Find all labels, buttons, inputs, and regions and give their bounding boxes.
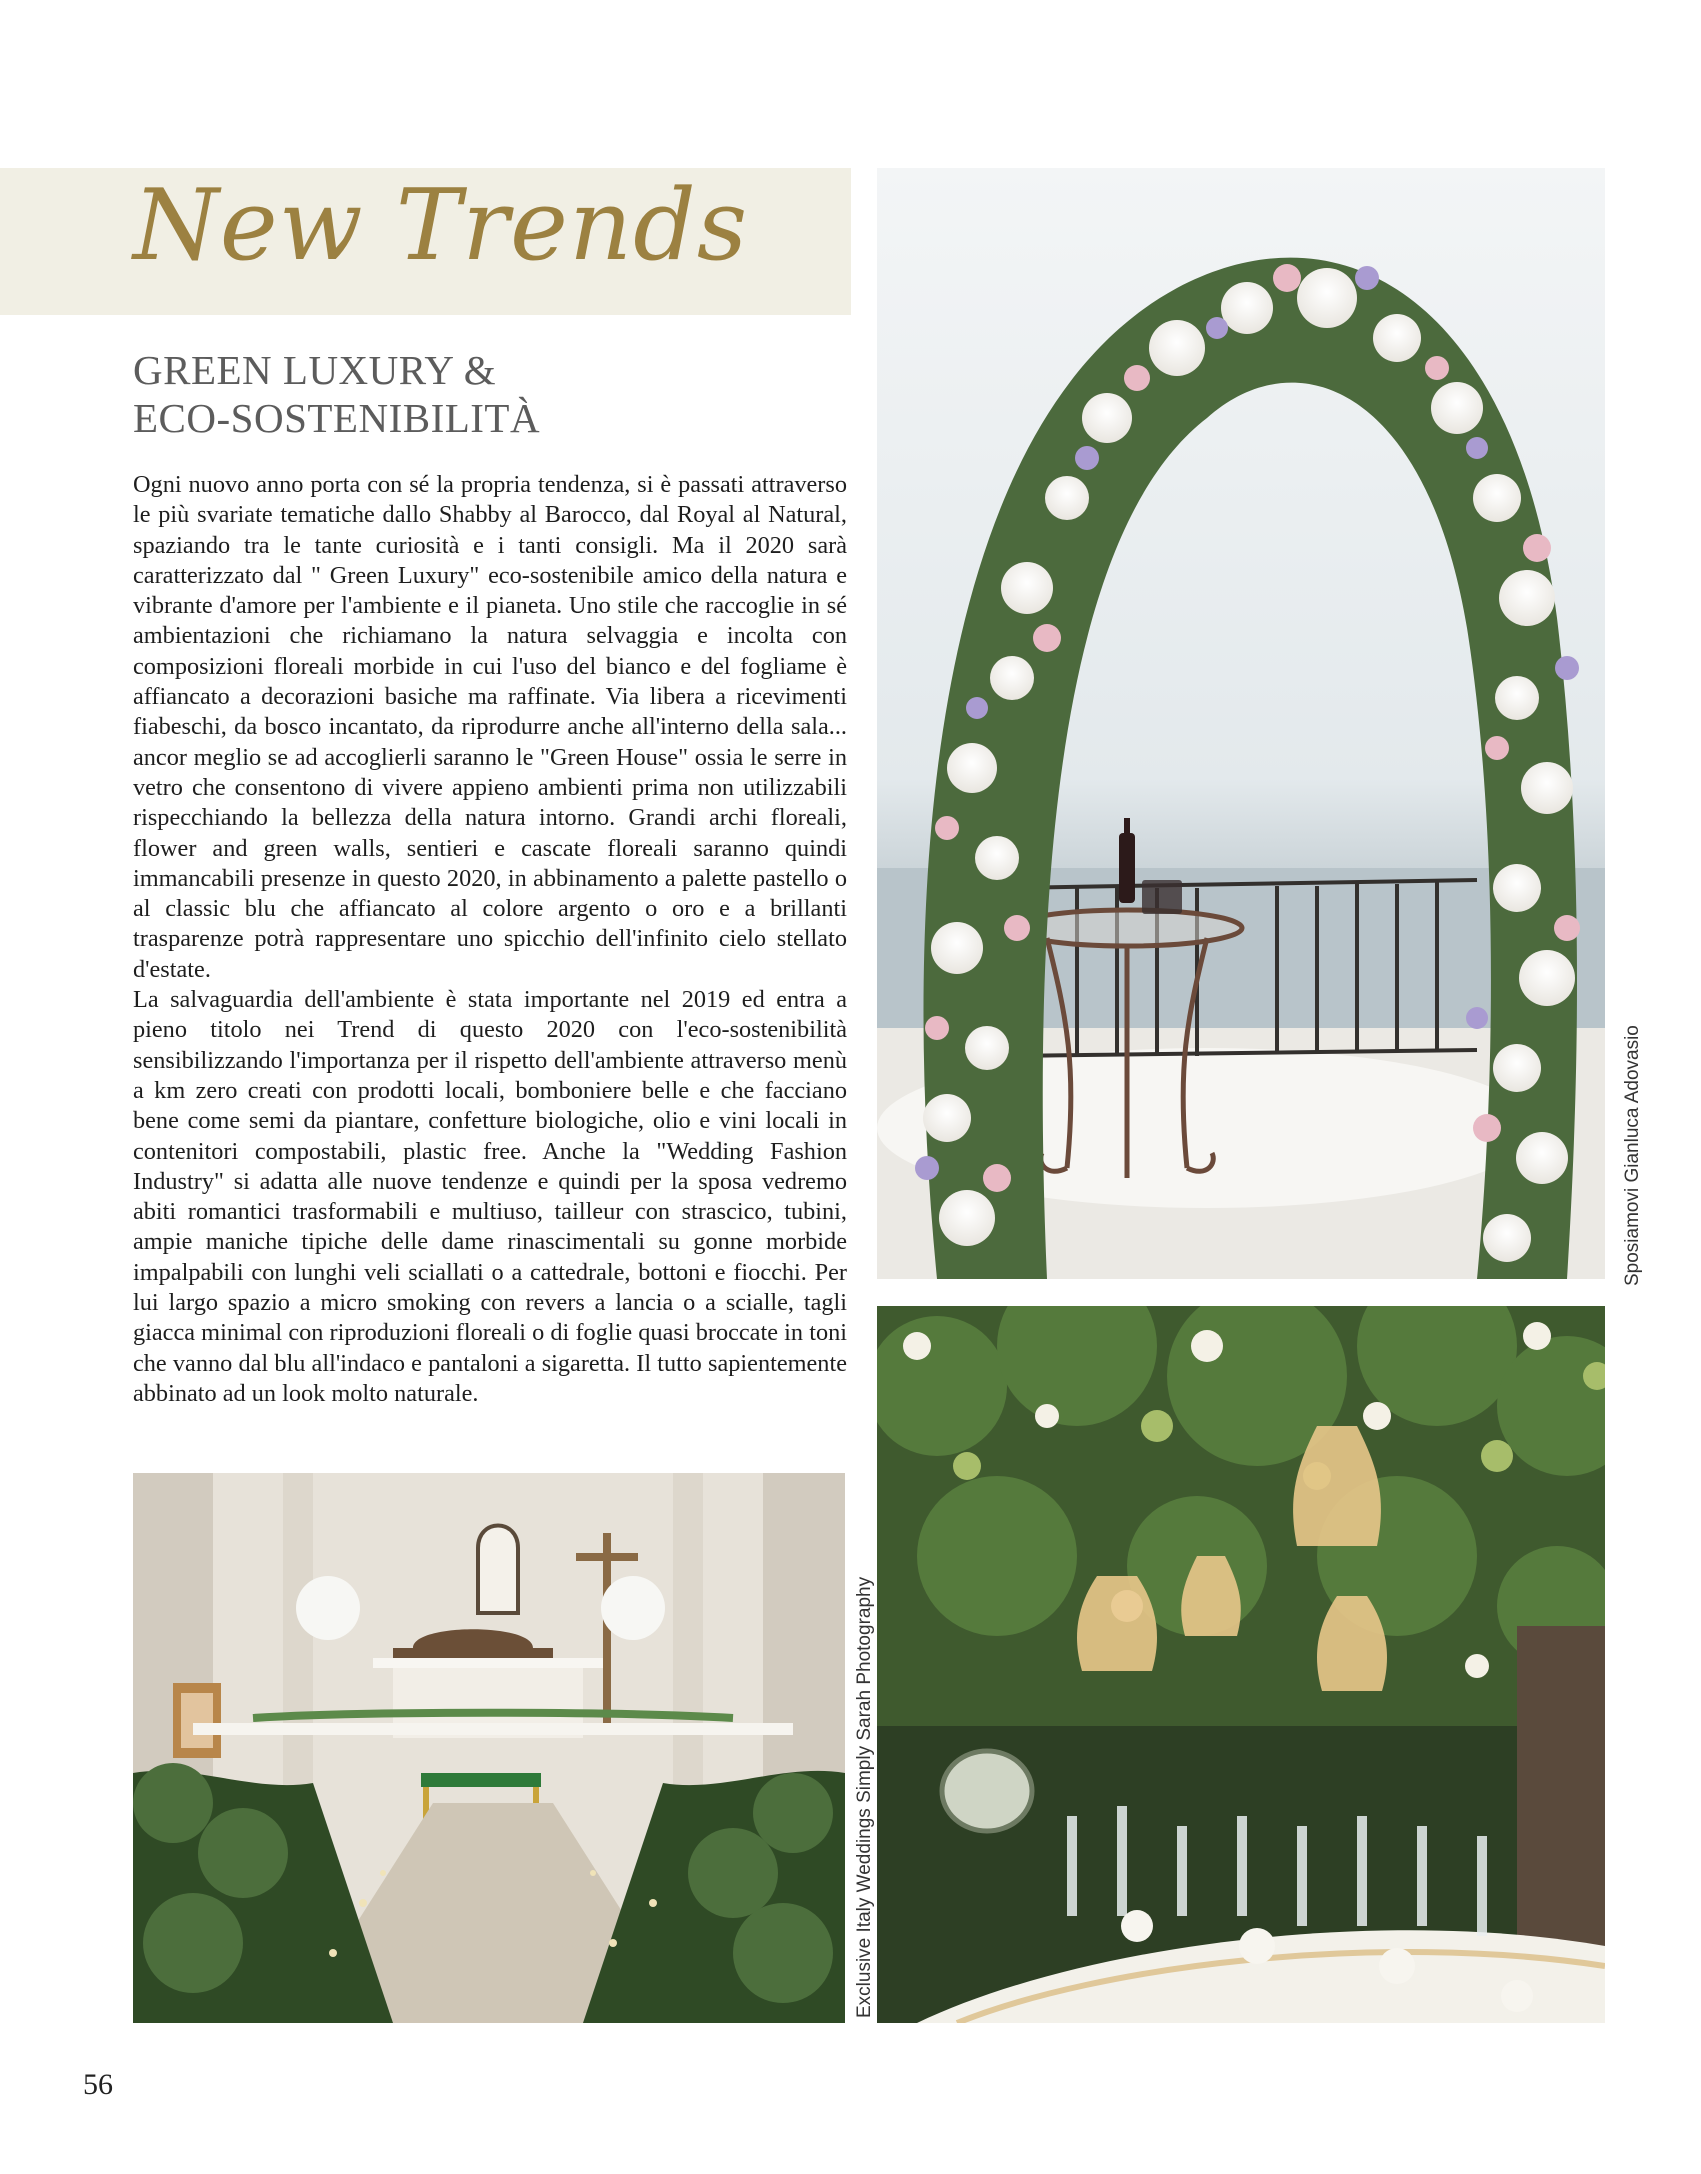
article-paragraph-1: Ogni nuovo anno porta con sé la propria tendenza, si è passati attraverso le più svariate tematiche dallo Shabby al Barocco, dal Royal al Natural, spaziando tra le tante curiosità e i tanti consigli. Ma il 2020 sarà caratterizzato dal " Green Luxury" eco-sostenibile amico della natura e vibrante d'amore per l'ambiente e il pianeta. Uno stile che raccoglie in sé ambientazioni che richiamano la natura selvaggia e incolta con composizioni floreali morbide in cui l'uso del bianco e del fogliame è affiancato a decorazioni basiche ma raffinate. Via libera a ricevimenti fiabeschi, da bosco incantato, da riprodurre anche all'interno della sala... ancor meglio se ad accoglierli saranno le "Green House" ossia le serre in vetro che consentono di vivere appieno ambienti prima non utilizzabili rispecchiando la bellezza della natura intorno. Grandi archi floreali, flower and green walls, sentieri e cascate floreali saranno quindi immancabili presenze in questo 2020, in abbinamento a palette pastello o al classic blu che affiancato al colore argento o oro e a brillanti trasparenze potrà rappresentare uno spicchio dell'infinito cielo stellato d'estate. (133, 471, 847, 983)
floral-arch-photo (877, 168, 1605, 1279)
garden-reception-photo (877, 1306, 1605, 2023)
page-number: 56 (83, 2068, 113, 2101)
section-title: New Trends (133, 169, 749, 283)
church-photo-credit: Exclusive Italy Weddings Simply Sarah Photography (854, 1576, 875, 2018)
article-headline (133, 346, 733, 442)
article-paragraph-2: La salvaguardia dell'ambiente è stata importante nel 2019 ed entra a pieno titolo nei Trend di questo 2020 con l'eco-sostenibilità sensibilizzando l'importanza per il rispetto dell'ambiente attraverso menù a km zero creati con prodotti locali, bomboniere belle e che facciano bene come semi da piantare, confetture biologiche, olio e vini locali in contenitori compostabili, plastic free. Anche la "Wedding Fashion Industry" si adatta alle nuove tendenze e quindi per la sposa vedremo abiti romantici trasformabili e multiuso, tailleur con strascico, tubini, ampie maniche tipiche delle dame rinascimentali su gonne morbide impalpabili con lunghi veli sciallati o a cattedrale, bottoni e fiocchi. Per lui largo spazio a micro smoking con revers a lancia o a scialle, tagli giacca minimal con riproduzioni floreali o di foglie quasi broccate in toni che vanno dal blu all'indaco e pantaloni a sigaretta. Il tutto sapientemente abbinato ad un look molto naturale. (133, 986, 847, 1407)
headline-line-1: GREEN LUXURY & (133, 347, 497, 393)
headline-line-2: ECO-SOSTENIBILITÀ (133, 395, 541, 441)
article-body (133, 470, 847, 1409)
church-ceremony-photo (133, 1473, 845, 2023)
arch-photo-credit: Sposiamovi Gianluca Adovasio (1622, 1025, 1643, 1286)
